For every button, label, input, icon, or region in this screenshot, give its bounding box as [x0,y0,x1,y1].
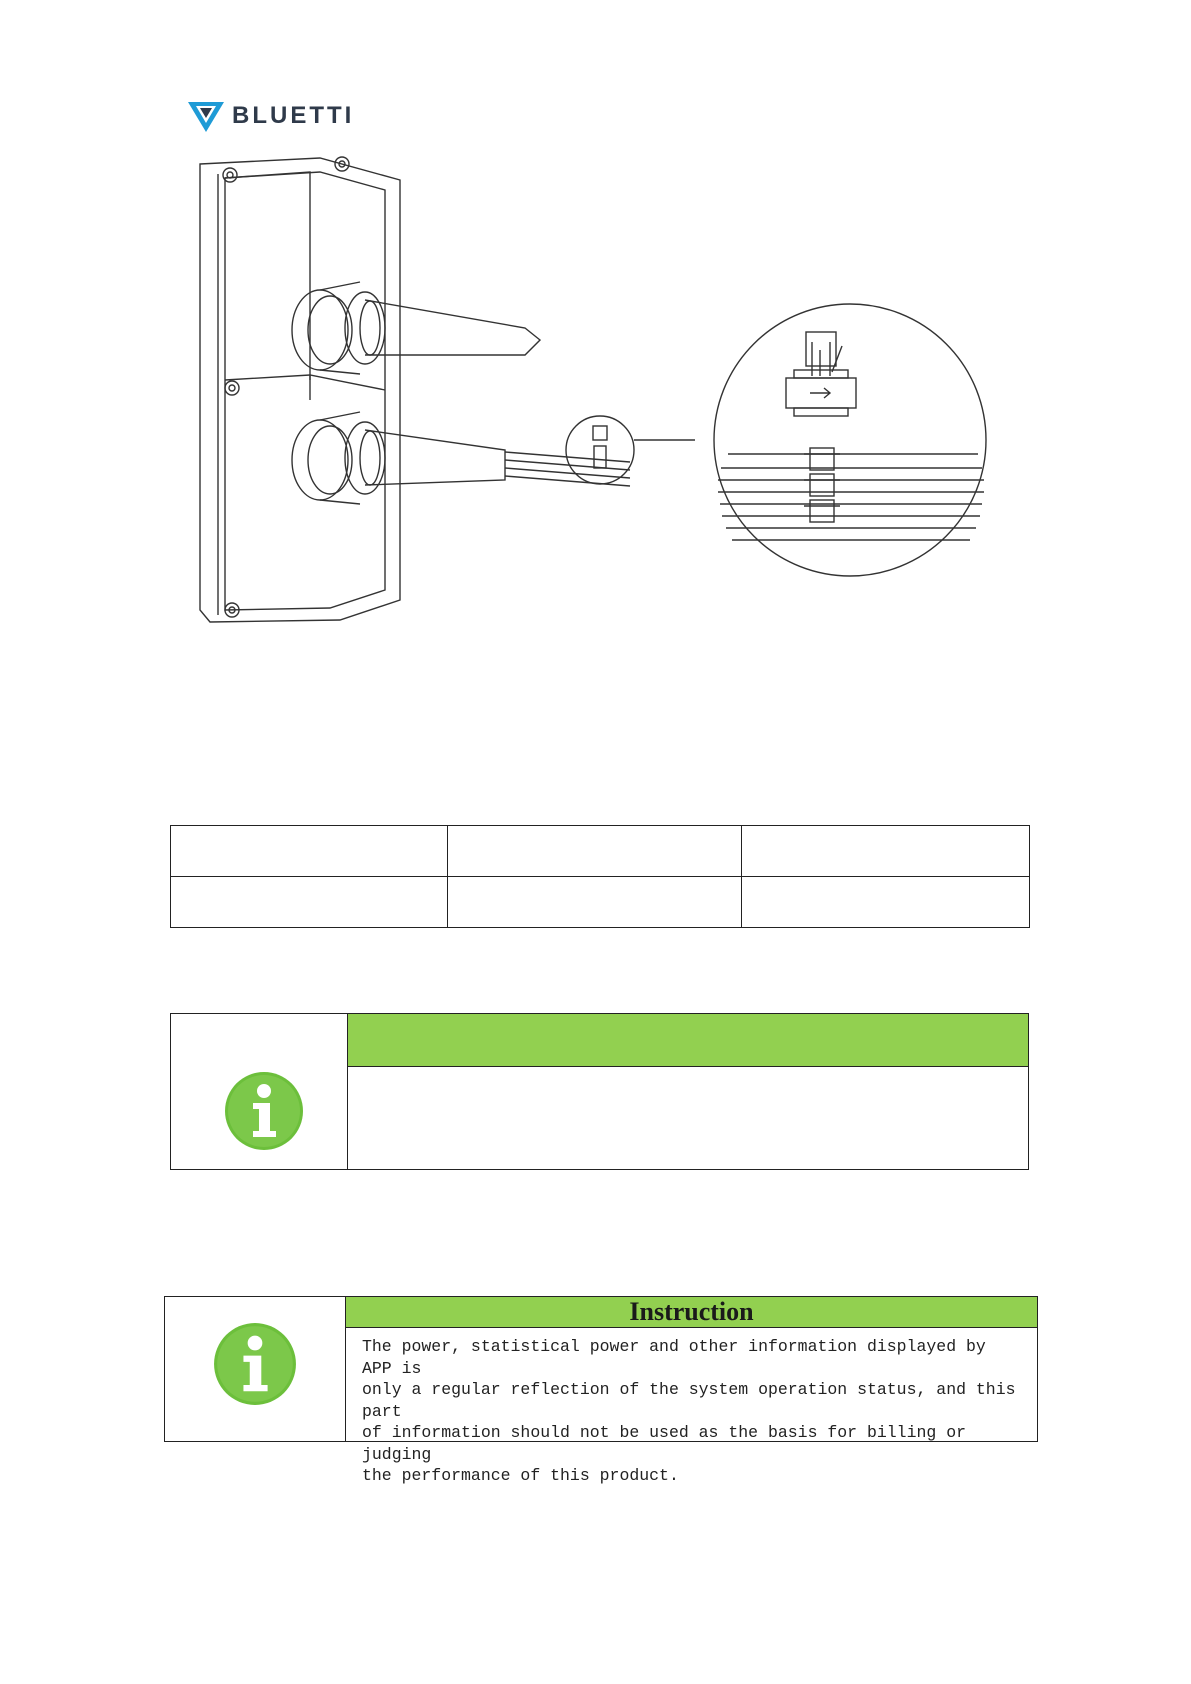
note-title [348,1014,1028,1067]
info-icon [224,1071,304,1151]
note-box [170,1013,1029,1170]
table-row [171,826,1030,877]
table-cell [448,826,742,877]
table-cell [171,877,448,928]
instruction-icon-cell [165,1297,346,1441]
info-icon [213,1322,297,1406]
instruction-body [346,1297,1037,1485]
brand-name: BLUETTI [232,102,355,129]
table-row [171,877,1030,928]
instruction-line: of information should not be used as the basis for billing or judging [362,1423,966,1464]
instruction-box [164,1296,1038,1485]
note-icon-cell [171,1014,348,1169]
instruction-title: Instruction [346,1297,1037,1328]
table-cell [742,877,1030,928]
note-text [348,1067,1028,1169]
junction-box [200,157,400,622]
table-cell [742,826,1030,877]
instruction-text [346,1328,1037,1487]
bluetti-logo-icon [186,96,226,136]
instruction-line: only a regular reflection of the system operation status, and this part [362,1380,1016,1421]
brand-logo [186,96,354,136]
instruction-line: The power, statistical power and other information displayed by APP is [362,1337,986,1378]
spec-table [170,825,1030,928]
instruction-line: the performance of this product. [362,1466,679,1485]
detail-callout-magnified [714,304,986,576]
table-cell [171,826,448,877]
note-body [348,1014,1028,1169]
table-cell [448,877,742,928]
meter-box-ct-clamp-illustration [170,150,1030,640]
